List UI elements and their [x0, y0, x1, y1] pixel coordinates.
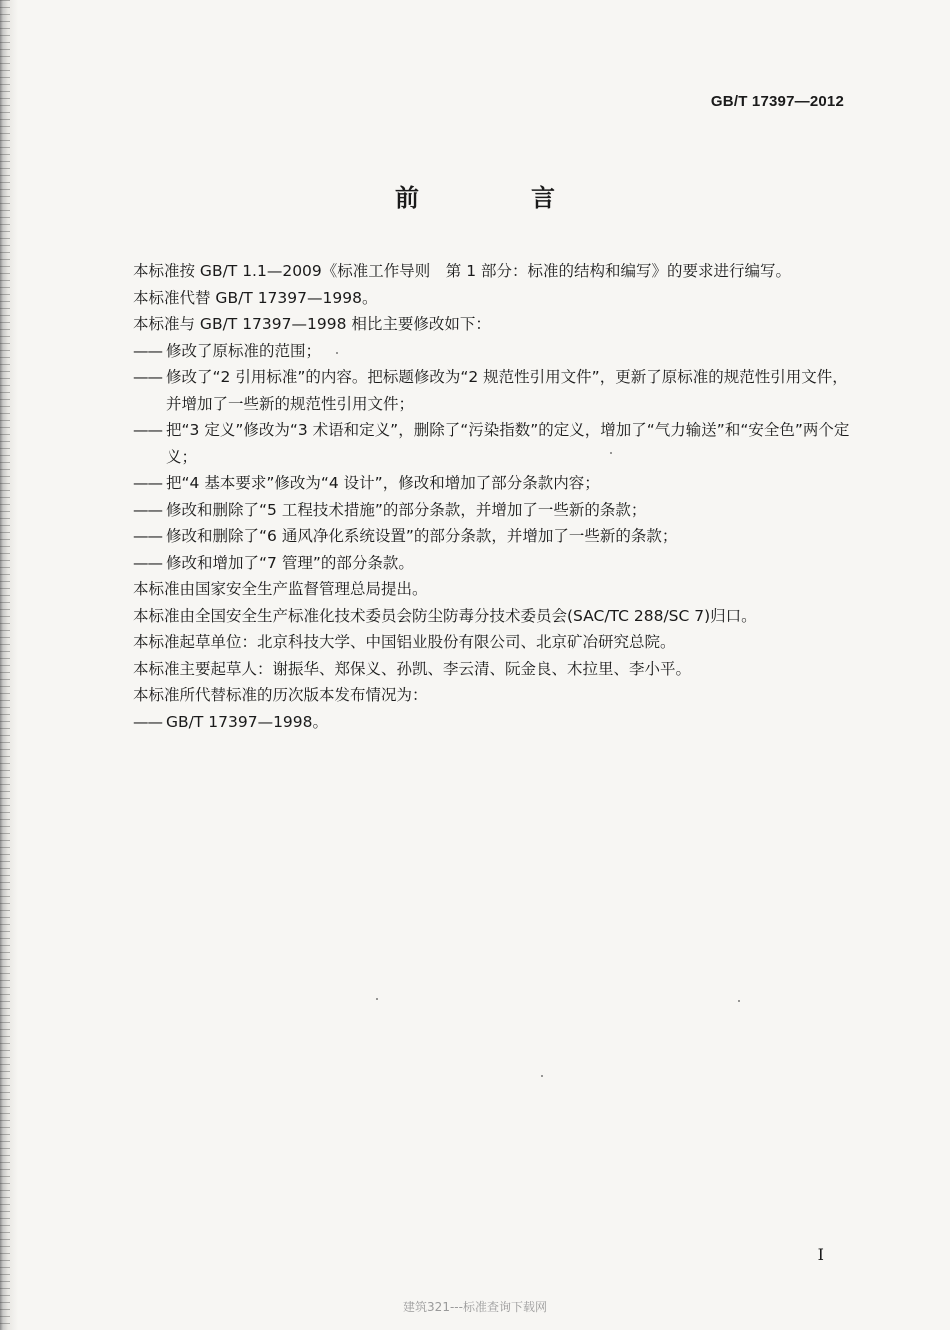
scan-speck	[610, 452, 612, 454]
footer-watermark: 建筑321---标准查询下载网	[403, 1300, 547, 1314]
list-item	[133, 523, 853, 550]
paragraph-drafting-rule: 本标准按 GB/T 1.1—2009《标准工作导则 第 1 部分：标准的结构和编写》的要求进行编写。	[133, 262, 792, 280]
list-item	[133, 338, 853, 365]
list-item-text: 修改了原标准的范围；	[166, 341, 322, 360]
scan-speck	[376, 998, 378, 1000]
page-number: I	[817, 1245, 824, 1264]
dash-marker: ——	[133, 500, 162, 519]
dash-marker: ——	[133, 527, 162, 545]
dash-marker: ——	[133, 712, 162, 731]
list-item-text: 修改和删除了“5 工程技术措施”的部分条款，并增加了一些新的条款；	[166, 500, 647, 519]
dash-marker: ——	[133, 553, 162, 572]
dash-marker: ——	[133, 368, 162, 386]
paragraph-changes-intro: 本标准与 GB/T 17397—1998 相比主要修改如下：	[133, 315, 491, 333]
document-body	[133, 258, 853, 735]
list-item	[133, 470, 853, 497]
list-item	[133, 550, 853, 577]
scan-speck	[336, 352, 338, 354]
list-item-text: 把“4 基本要求”修改为“4 设计”，修改和增加了部分条款内容；	[166, 474, 600, 492]
list-item-text: 修改和删除了“6 通风净化系统设置”的部分条款，并增加了一些新的条款；	[166, 527, 678, 545]
history-item-text: GB/T 17397—1998。	[166, 712, 329, 731]
paragraph-drafting-units: 本标准起草单位：北京科技大学、中国铝业股份有限公司、北京矿冶研究总院。	[133, 633, 676, 651]
standard-code: GB/T 17397—2012	[710, 93, 844, 110]
list-item-text: 修改和增加了“7 管理”的部分条款。	[166, 553, 414, 572]
dash-marker: ——	[133, 474, 162, 492]
paragraph-history-intro: 本标准所代替标准的历次版本发布情况为：	[133, 686, 428, 704]
list-item-text: 修改了“2 引用标准”的内容。把标题修改为“2 规范性引用文件”，更新了原标准的规范性引用文件，并增加了一些新的规范性引用文件；	[166, 368, 848, 413]
paragraph-proposer: 本标准由国家安全生产监督管理总局提出。	[133, 580, 428, 598]
scan-speck	[541, 1075, 543, 1077]
paragraph-replaces: 本标准代替 GB/T 17397—1998。	[133, 288, 378, 307]
dash-marker: ——	[133, 421, 162, 439]
scan-speck	[738, 1000, 740, 1002]
changes-list	[133, 338, 853, 577]
history-item	[133, 709, 853, 736]
page-title: 前 言	[395, 184, 599, 212]
paragraph-drafters: 本标准主要起草人：谢振华、郑保义、孙凯、李云清、阮金良、木拉里、李小平。	[133, 659, 692, 678]
list-item	[133, 364, 853, 417]
list-item-text: 把“3 定义”修改为“3 术语和定义”，删除了“污染指数”的定义，增加了“气力输送”和“安全色”两个定义；	[166, 421, 850, 466]
list-item	[133, 497, 853, 524]
list-item	[133, 417, 853, 470]
paragraph-committee: 本标准由全国安全生产标准化技术委员会防尘防毒分技术委员会(SAC/TC 288/SC 7)归口。	[133, 606, 757, 625]
dash-marker: ——	[133, 341, 162, 360]
